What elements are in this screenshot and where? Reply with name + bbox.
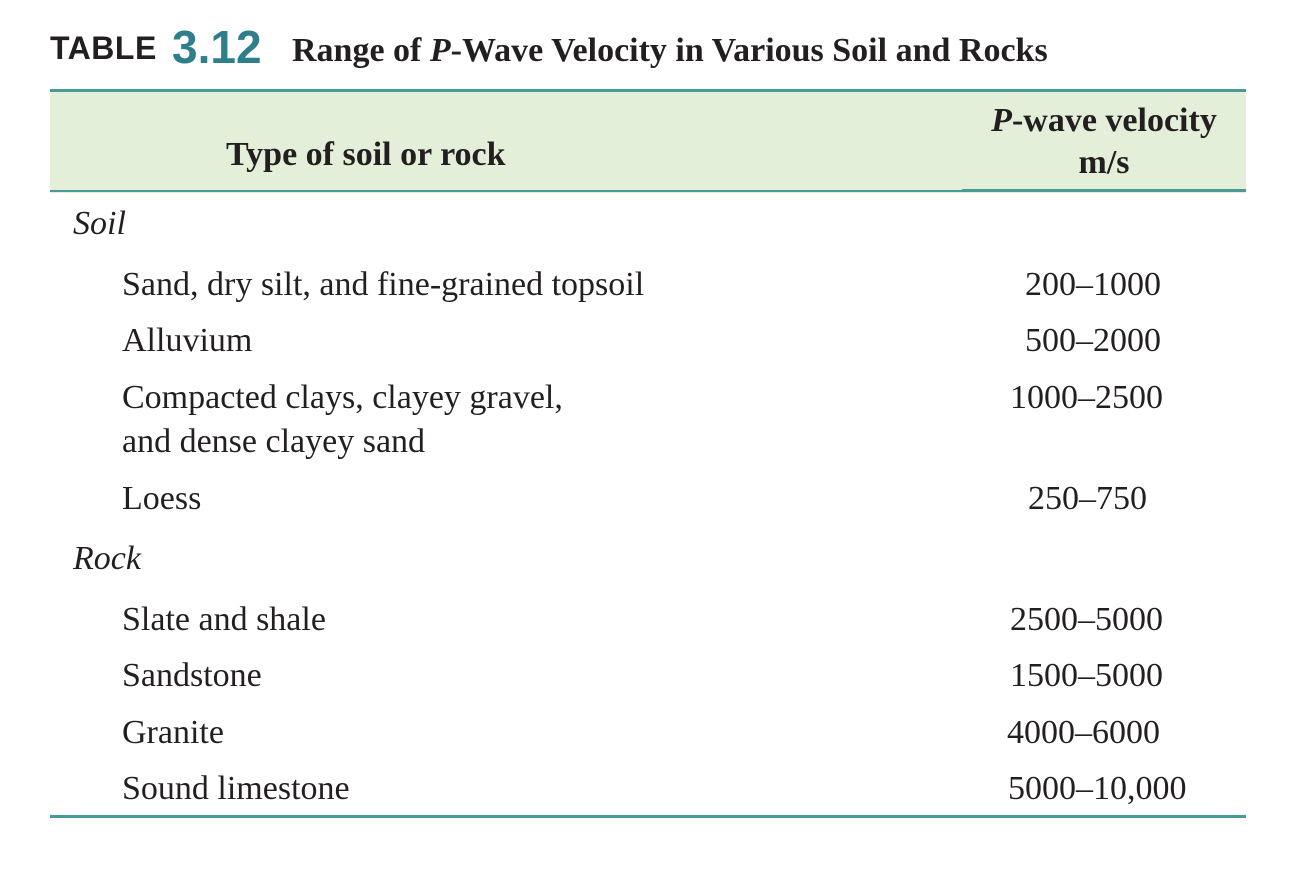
table-row-velocity: 1000–2500 [1010, 379, 1163, 416]
header-rule [50, 190, 1246, 192]
group-label-soil: Soil [73, 205, 126, 242]
column-header-velocity: P-wave velocity m/s [962, 100, 1246, 184]
table-number: 3.12 [172, 21, 262, 73]
table-row-type: Sand, dry silt, and fine-grained topsoil [122, 266, 645, 303]
table-row-velocity: 200–1000 [1025, 266, 1161, 303]
table-row-type-continued: and dense clayey sand [122, 423, 426, 460]
table-row-type: Loess [122, 480, 202, 517]
column-header-type: Type of soil or rock [226, 136, 506, 173]
table-row-velocity: 2500–5000 [1010, 601, 1163, 638]
table-row-velocity: 1500–5000 [1010, 657, 1163, 694]
table-row-type: Compacted clays, clayey gravel, [122, 379, 563, 416]
column-header-unit: m/s [1078, 144, 1130, 181]
table-row-type: Alluvium [122, 322, 253, 359]
table-row-type: Sandstone [122, 657, 262, 694]
table-row-velocity: 250–750 [1028, 480, 1147, 517]
table-row-type: Slate and shale [122, 601, 326, 638]
top-rule [50, 89, 1246, 92]
table-row-velocity: 4000–6000 [1007, 714, 1160, 751]
table-row-velocity: 500–2000 [1025, 322, 1161, 359]
table-row-velocity: 5000–10,000 [1008, 770, 1187, 807]
group-label-rock: Rock [73, 540, 141, 577]
table-row-type: Granite [122, 714, 224, 751]
table-label: TABLE [50, 30, 157, 66]
bottom-rule [50, 815, 1246, 818]
table-title: Range of P-Wave Velocity in Various Soil and Rocks [292, 32, 1048, 69]
table-row-type: Sound limestone [122, 770, 350, 807]
